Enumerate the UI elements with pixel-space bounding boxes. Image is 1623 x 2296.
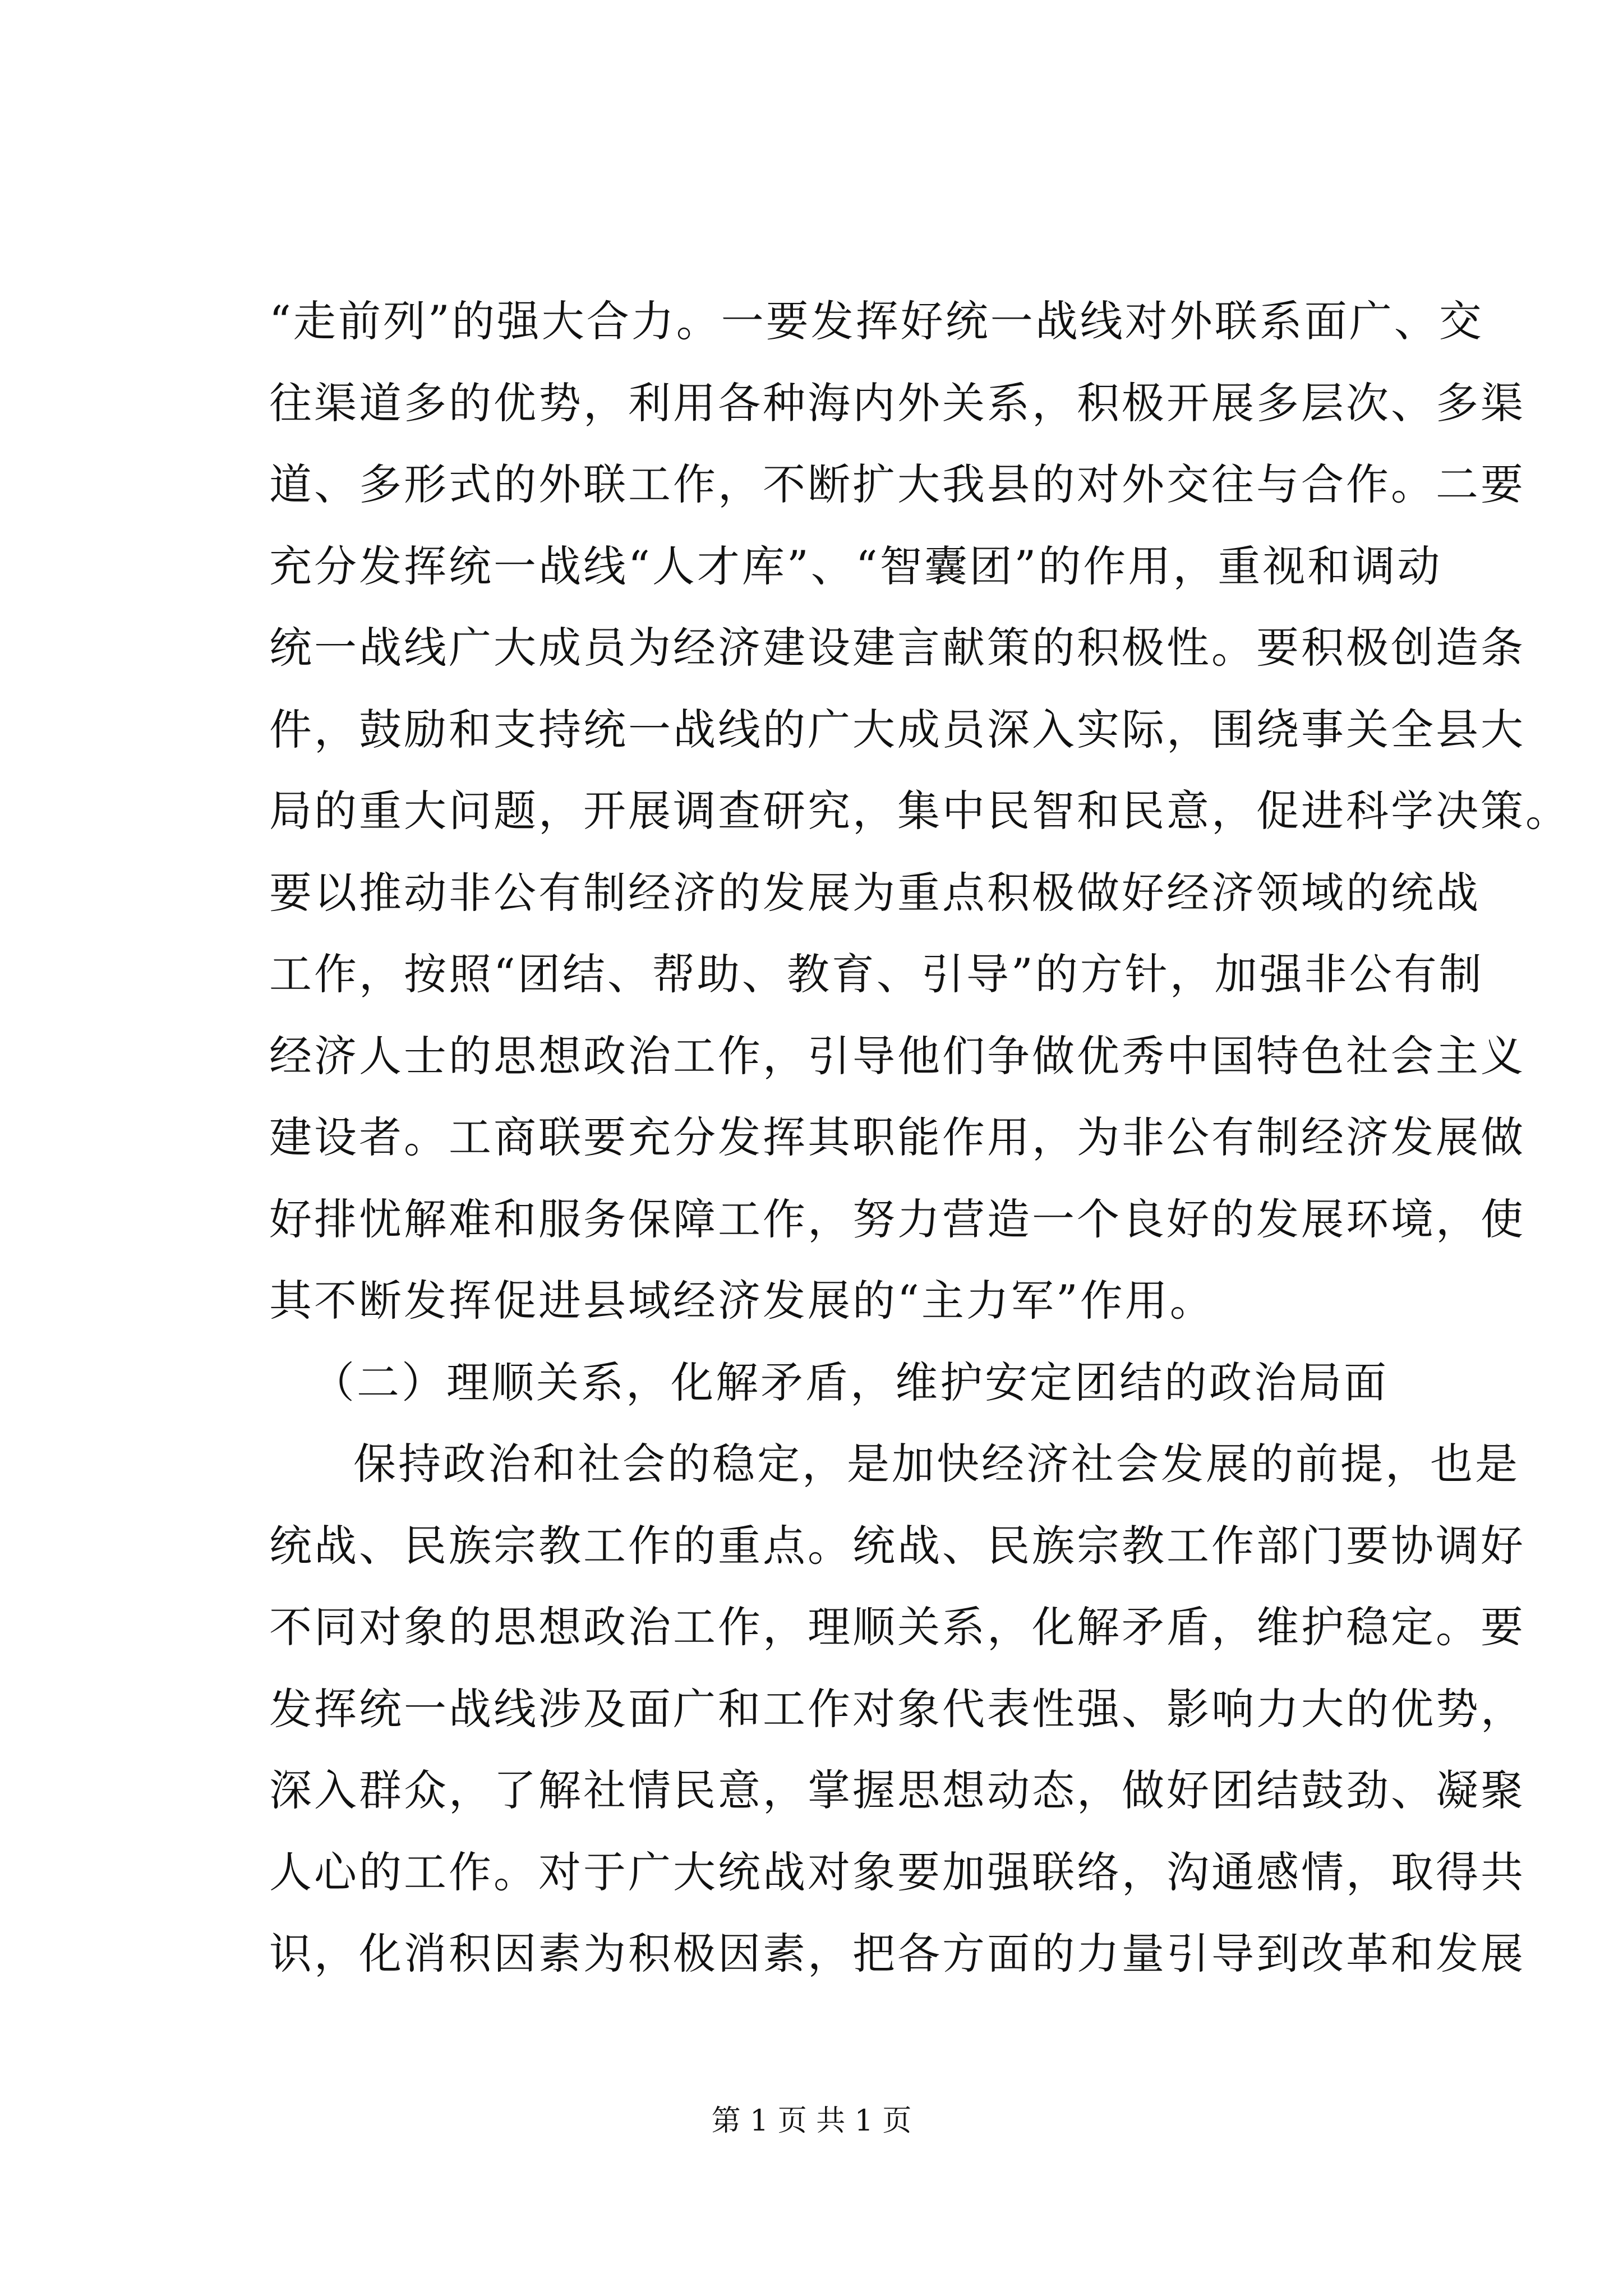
text-line-11: 建设者。工商联要充分发挥其职能作用，为非公有制经济发展做 — [269, 1112, 1525, 1162]
text-line-21: 识，化消积因素为积极因素，把各方面的力量引导到改革和发展 — [269, 1929, 1525, 1978]
text-line-7: 局的重大问题，开展调查研究，集中民智和民意，促进科学决策。 — [269, 786, 1570, 836]
text-line-16: 统战、民族宗教工作的重点。统战、民族宗教工作部门要协调好 — [269, 1520, 1525, 1571]
text-line-12: 好排忧解难和服务保障工作，努力营造一个良好的发展环境，使 — [269, 1194, 1525, 1244]
text-line-19: 深入群众，了解社情民意，掌握思想动态，做好团结鼓劲、凝聚 — [269, 1765, 1525, 1815]
text-line-20: 人心的工作。对于广大统战对象要加强联络，沟通感情，取得共 — [269, 1847, 1525, 1897]
text-line-9: 工作，按照“团结、帮助、教育、引导”的方针，加强非公有制 — [269, 949, 1484, 999]
text-line-10: 经济人士的思想政治工作，引导他们争做优秀中国特色社会主义 — [269, 1030, 1525, 1081]
text-line-6: 件，鼓励和支持统一战线的广大成员深入实际，围绕事关全县大 — [269, 704, 1525, 754]
text-line-1: “走前列”的强大合力。一要发挥好统一战线对外联系面广、交 — [269, 296, 1484, 346]
text-line-15: 保持政治和社会的稳定，是加快经济社会发展的前提，也是 — [353, 1439, 1520, 1489]
text-line-8: 要以推动非公有制经济的发展为重点积极做好经济领域的统战 — [269, 867, 1481, 918]
body-text — [269, 280, 1570, 1995]
text-line-13: 其不断发挥促进县域经济发展的“主力军”作用。 — [269, 1276, 1215, 1326]
page-footer: 第 1 页 共 1 页 — [711, 2104, 912, 2138]
text-line-5: 统一战线广大成员为经济建设建言献策的积极性。要积极创造条 — [269, 623, 1525, 673]
section-heading: （二）理顺关系，化解矛盾，维护安定团结的政治局面 — [312, 1357, 1389, 1407]
text-line-4: 充分发挥统一战线“人才库”、“智囊团”的作用，重视和调动 — [269, 541, 1442, 591]
text-line-3: 道、多形式的外联工作，不断扩大我县的对外交往与合作。二要 — [269, 459, 1525, 509]
text-line-2: 往渠道多的优势，利用各种海内外关系，积极开展多层次、多渠 — [269, 378, 1525, 428]
text-line-17: 不同对象的思想政治工作，理顺关系，化解矛盾，维护稳定。要 — [269, 1602, 1525, 1652]
text-line-18: 发挥统一战线涉及面广和工作对象代表性强、影响力大的优势， — [269, 1683, 1525, 1734]
